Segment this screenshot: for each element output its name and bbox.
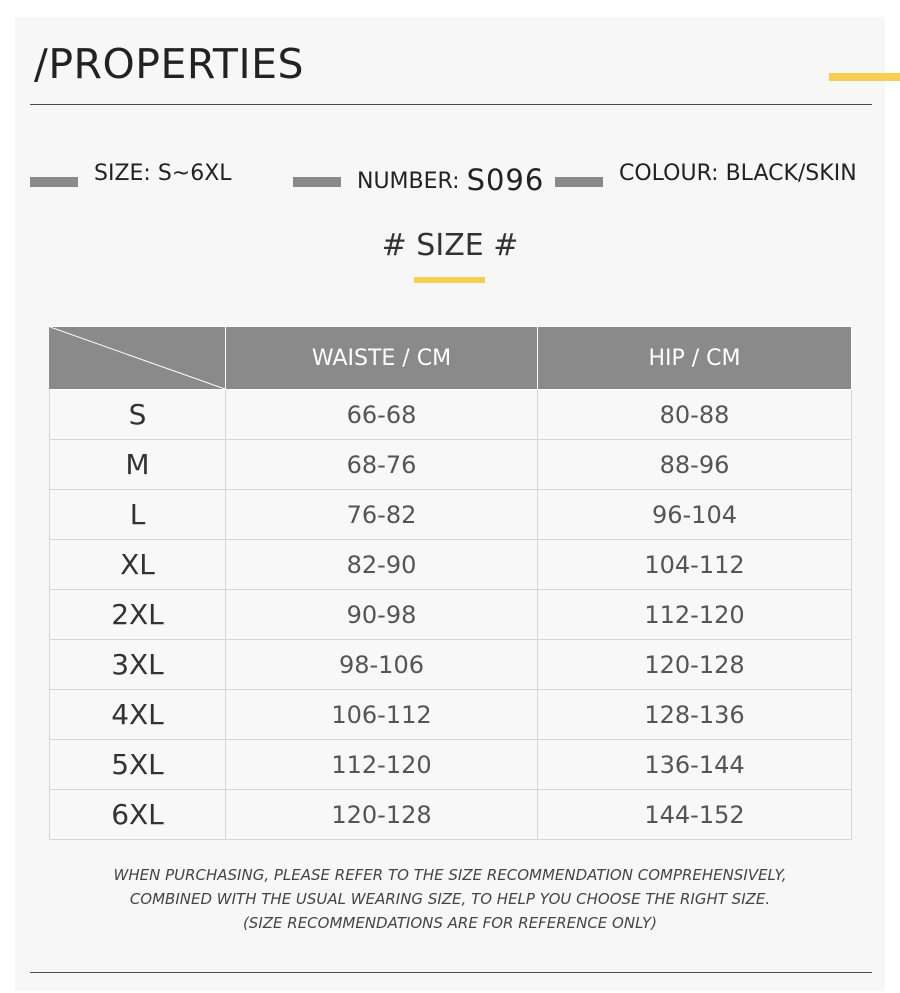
property-colour-label: COLOUR: xyxy=(619,161,719,186)
note-line-3: (SIZE RECOMMENDATIONS ARE FOR REFERENCE ONLY) xyxy=(242,914,658,932)
bottom-divider xyxy=(30,972,872,973)
table-row xyxy=(50,390,852,440)
property-number-label: NUMBER: xyxy=(357,169,460,194)
waist-cell: 120-128 xyxy=(226,790,538,840)
note-line-2: COMBINED WITH THE USUAL WEARING SIZE, TO HELP YOU CHOOSE THE RIGHT SIZE. xyxy=(129,890,771,908)
table-row xyxy=(50,690,852,740)
waist-cell: 106-112 xyxy=(226,690,538,740)
hip-cell: 96-104 xyxy=(538,490,852,540)
table-row xyxy=(50,440,852,490)
top-divider xyxy=(30,104,872,105)
size-cell: 2XL xyxy=(50,590,226,640)
size-cell: XL xyxy=(50,540,226,590)
section-accent-bar xyxy=(414,277,485,283)
waist-cell: 90-98 xyxy=(226,590,538,640)
diagonal-divider xyxy=(50,327,225,389)
property-colour-value: BLACK/SKIN xyxy=(725,161,857,186)
property-bar-marker xyxy=(30,177,78,187)
waist-cell: 66-68 xyxy=(226,390,538,440)
title-accent-bar xyxy=(829,73,900,81)
waist-cell: 68-76 xyxy=(226,440,538,490)
property-size-value: S~6XL xyxy=(157,161,232,186)
table-row xyxy=(50,640,852,690)
note-line-1: WHEN PURCHASING, PLEASE REFER TO THE SIZE RECOMMENDATION COMPREHENSIVELY, xyxy=(113,866,787,884)
table-row xyxy=(50,590,852,640)
hip-cell: 120-128 xyxy=(538,640,852,690)
size-table-body xyxy=(50,390,852,840)
waist-cell: 98-106 xyxy=(226,640,538,690)
table-row xyxy=(50,790,852,840)
hip-cell: 128-136 xyxy=(538,690,852,740)
table-row xyxy=(50,740,852,790)
table-row xyxy=(50,490,852,540)
property-bar-marker xyxy=(293,177,341,187)
waist-column-header: WAISTE / CM xyxy=(226,327,538,390)
waist-cell: 112-120 xyxy=(226,740,538,790)
hip-cell: 104-112 xyxy=(538,540,852,590)
hip-cell: 144-152 xyxy=(538,790,852,840)
table-corner-cell xyxy=(50,327,226,390)
size-section-title: # SIZE # xyxy=(381,228,519,263)
property-bar-marker xyxy=(555,177,603,187)
hip-cell: 88-96 xyxy=(538,440,852,490)
waist-cell: 76-82 xyxy=(226,490,538,540)
size-cell: 6XL xyxy=(50,790,226,840)
hip-column-header: HIP / CM xyxy=(538,327,852,390)
size-cell: 5XL xyxy=(50,740,226,790)
hip-cell: 136-144 xyxy=(538,740,852,790)
waist-cell: 82-90 xyxy=(226,540,538,590)
size-cell: L xyxy=(50,490,226,540)
size-cell: S xyxy=(50,390,226,440)
property-size-label: SIZE: xyxy=(94,161,151,186)
hip-cell: 112-120 xyxy=(538,590,852,640)
property-number-value: S096 xyxy=(466,163,545,197)
hip-cell: 80-88 xyxy=(538,390,852,440)
property-size xyxy=(94,161,232,186)
page-title: /PROPERTIES xyxy=(34,40,304,88)
table-row xyxy=(50,540,852,590)
property-number xyxy=(357,161,544,195)
size-chart-table xyxy=(49,326,852,840)
properties-row xyxy=(0,158,900,197)
size-cell: 3XL xyxy=(50,640,226,690)
size-cell: M xyxy=(50,440,226,490)
property-colour xyxy=(619,161,857,186)
size-cell: 4XL xyxy=(50,690,226,740)
